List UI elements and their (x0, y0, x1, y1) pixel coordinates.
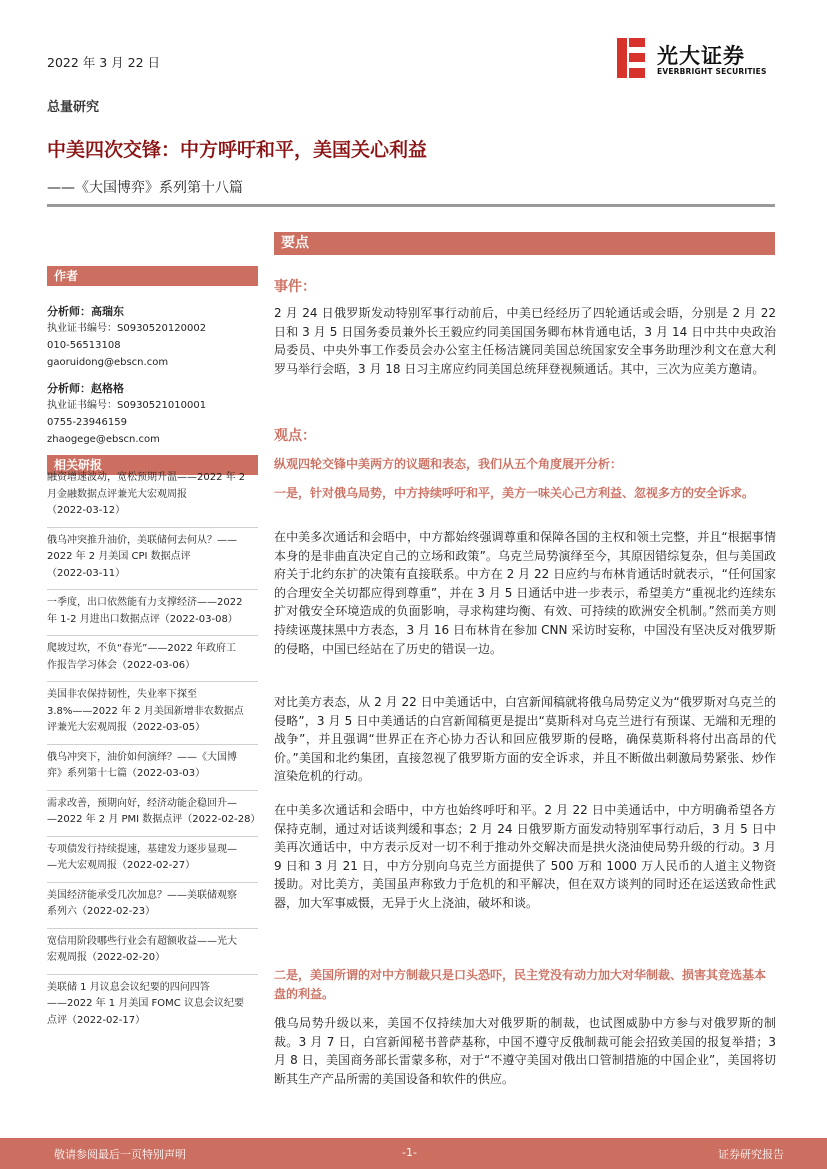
related-report-line: 宽信用阶段哪些行业会有超额收益——光大 (47, 935, 237, 947)
list-divider (47, 589, 258, 590)
list-divider (47, 635, 258, 636)
related-report-line: 美国经济能承受几次加息？——美联储观察 (47, 889, 237, 901)
related-research-list (47, 470, 261, 1029)
related-report-line: （2022-03-11） (47, 567, 126, 579)
logo-chinese-name: 光大证券 (657, 44, 745, 68)
related-report-line: 月金融数据点评兼光大宏观周报 (47, 488, 187, 500)
related-report-item[interactable] (47, 641, 258, 674)
list-divider (47, 974, 258, 975)
related-report-line: 美国非农保持韧性，失业率下探至 (47, 689, 197, 700)
related-report-line: 3.8%——2022 年 2 月美国新增非农数据点 (47, 705, 244, 717)
list-divider (47, 928, 258, 929)
view-heading: 观点： (274, 428, 316, 444)
list-divider (47, 836, 258, 837)
report-category: 总量研究 (47, 100, 100, 115)
analyst-phone: 0755-23946159 (47, 417, 127, 428)
analyst-email[interactable]: gaoruidong@ebscn.com (47, 357, 169, 368)
related-report-item[interactable] (47, 980, 258, 1030)
list-divider (47, 882, 258, 883)
related-report-line: 俄乌冲突推升油价，美联储何去何从？—— (47, 534, 237, 546)
related-report-line: （2022-03-12） (47, 505, 126, 516)
point-two-lead: 二是，美国所谓的对中方制裁只是口头恐吓，民主党没有动力加大对华制裁、损害其竞选基本盘的利益。 (274, 968, 767, 1001)
analyst-email[interactable]: zhaogege@ebscn.com (47, 434, 160, 445)
related-report-item[interactable] (47, 595, 258, 628)
footer-doc-type: 证券研究报告 (718, 1148, 784, 1161)
analyst-license: 执业证书编号：S0930520120002 (47, 323, 207, 334)
key-points-heading: 要点 (281, 235, 309, 251)
related-report-line: 弈》系列第十七篇（2022-03-03） (47, 768, 206, 779)
related-report-item[interactable] (47, 750, 258, 783)
related-report-line: 美联储 1 月议息会议纪要的四问四答 (47, 981, 210, 993)
everbright-logo-icon (617, 38, 645, 78)
related-report-line: 评兼光大宏观周报（2022-03-05） (47, 722, 206, 733)
view-lead: 纵观四轮交锋中美两方的议题和表态，我们从五个角度展开分析： (274, 457, 623, 471)
footer-disclaimer: 敬请参阅最后一页特别声明 (54, 1148, 186, 1161)
authors-heading: 作者 (47, 266, 258, 286)
related-report-item[interactable] (47, 533, 258, 583)
related-report-line: 宏观周报（2022-02-20） (47, 952, 166, 963)
logo-english-name: EVERBRIGHT SECURITIES (657, 67, 767, 76)
related-report-line: —2022 年 2 月 PMI 数据点评（2022-02-28） (47, 814, 261, 825)
list-divider (47, 681, 258, 682)
analyst-block (47, 380, 258, 448)
point-one-paragraph-3: 在中美多次通话和会晤中，中方也始终呼吁和平。2 月 22 日中美通话中，中方明确希望各方保持克制，通过对话谈判缓和事态；2 月 24 日俄罗斯方面发动特别军事行动后，3 月 5 日中美再次通话中，中方表示反对一切不利于推动外交解决而是拱火浇油使局势升级的行动。3 月 9 日和 3 月 21 日，中方分别向乌克兰方面提供了 500 万和 1000 万人民币的人道主义物资援助。对比美方，美国虽声称致力于危机的和平解决，但在双方谈判的同时还在运送致命性武器，加大军事威慑，无异于火上浇油，破坏和谈。 (274, 803, 776, 910)
analyst-name: 分析师：高瑞东 (47, 305, 124, 318)
related-report-line: 需求改善，预期向好，经济动能企稳回升— (47, 797, 237, 809)
point-one-lead: 一是，针对俄乌局势，中方持续呼吁和平，美方一味关心己方利益、忽视多方的安全诉求。 (274, 486, 755, 500)
page-number: -1- (402, 1146, 417, 1159)
header-divider (47, 204, 775, 207)
related-report-item[interactable] (47, 470, 258, 520)
related-report-line: —光大宏观周报（2022-02-27） (47, 860, 196, 871)
list-divider (47, 744, 258, 745)
related-report-line: 作报告学习体会（2022-03-06） (47, 659, 196, 671)
report-subtitle: ——《大国博弈》系列第十八篇 (47, 180, 243, 196)
related-report-item[interactable] (47, 842, 258, 875)
related-research-heading: 相关研报 (47, 455, 258, 475)
related-report-line: 系列六（2022-02-23） (47, 906, 156, 917)
list-divider (47, 790, 258, 791)
analyst-phone: 010-56513108 (47, 340, 121, 351)
point-one-paragraph-2: 对比美方表态，从 2 月 22 日中美通话中，白宫新闻稿就将俄乌局势定义为“俄罗斯对乌克兰的侵略”，3 月 5 日中美通话的白宫新闻稿更是提出“莫斯科对乌克兰进行有预谋、无端和无理的战争”，并且强调“世界正在齐心协力否认和回应俄罗斯的侵略，确保莫斯科将付出高昂的代价。”美国和北约集团，直接忽视了俄罗斯方面的安全诉求，并且不断做出刺激局势紧张、炒作渲染危机的行动。 (274, 695, 776, 784)
related-report-item[interactable] (47, 796, 261, 829)
related-report-line: 一季度，出口依然能有力支撑经济——2022 (47, 597, 243, 608)
point-two-paragraph-1: 俄乌局势升级以来，美国不仅持续加大对俄罗斯的制裁，也试图威胁中方参与对俄罗斯的制裁。3 月 7 日，白宫新闻秘书普萨基称，中国不遵守反俄制裁可能会招致美国的报复举措；3 月 8 日，美国商务部长雷蒙多称，对于“不遵守美国对俄出口管制措施的中国企业”，美国将切断其生产产品所需的美国设备和软件的供应。 (274, 1016, 776, 1086)
analyst-name: 分析师：赵格格 (47, 382, 124, 395)
related-report-line: 2022 年 2 月美国 CPI 数据点评 (47, 551, 191, 562)
related-report-line: ——2022 年 1 月美国 FOMC 议息会议纪要 (47, 998, 244, 1009)
related-report-item[interactable] (47, 687, 258, 737)
related-report-line: 年 1-2 月进出口数据点评（2022-03-08） (47, 613, 238, 625)
report-date: 2022 年 3 月 22 日 (47, 55, 161, 70)
company-logo (617, 38, 777, 82)
related-report-line: 融资增速波动，宽松预期升温——2022 年 2 (47, 472, 246, 483)
list-divider (47, 527, 258, 528)
related-report-line: 点评（2022-02-17） (47, 1014, 146, 1026)
analyst-license: 执业证书编号：S0930521010001 (47, 400, 207, 411)
event-heading: 事件： (274, 279, 316, 295)
related-report-line: 专项债发行持续提速，基建发力逐步显现— (47, 843, 237, 855)
related-report-line: 爬坡过坎，不负“春光”——2022 年政府工 (47, 643, 236, 654)
key-points-underline (274, 254, 775, 255)
related-report-line: 俄乌冲突下，油价如何演绎？——《大国博 (47, 751, 237, 763)
point-one-paragraph-1: 在中美多次通话和会晤中，中方都始终强调尊重和保障各国的主权和领土完整，并且“根据事情本身的是非曲直决定自己的立场和政策”。乌克兰局势演绎至今，其原因错综复杂，但与美国政府关于北约东扩的决策有直接联系。中方在 2 月 22 日应约与布林肯通话时就表示，“任何国家的合理安全关切都应得到尊重”，并在 3 月 5 日通话中进一步表示，希望美方“重视北约连续东扩对俄安全环境造成的负面影响，寻求构建均衡、有效、可持续的欧洲安全机制。”然而美方则持续诬蔑抹黑中方表态，3 月 16 日布林肯在参加 CNN 采访时妄称，中国没有坚决反对俄罗斯的侵略，中国已经站在了历史的错误一边。 (274, 530, 776, 656)
key-points-banner (274, 232, 775, 254)
report-title: 中美四次交锋：中方呼吁和平，美国关心利益 (47, 139, 428, 161)
analyst-block (47, 303, 258, 371)
event-paragraph: 2 月 24 日俄罗斯发动特别军事行动前后，中美已经经历了四轮通话或会晤，分别是 2 月 22 日和 3 月 5 日国务委员兼外长王毅应约同美国国务卿布林肯通电话，3 月 14 日中共中央政治局委员、中央外事工作委员会办公室主任杨洁篪同美国总统国家安全事务助理沙利文在意大利罗马举行会晤，3 月 18 日习主席应约同美国总统拜登视频通话。其中，三次为应美方邀请。 (274, 306, 776, 376)
related-report-item[interactable] (47, 888, 258, 921)
page-footer (0, 1138, 827, 1169)
related-report-item[interactable] (47, 934, 258, 967)
